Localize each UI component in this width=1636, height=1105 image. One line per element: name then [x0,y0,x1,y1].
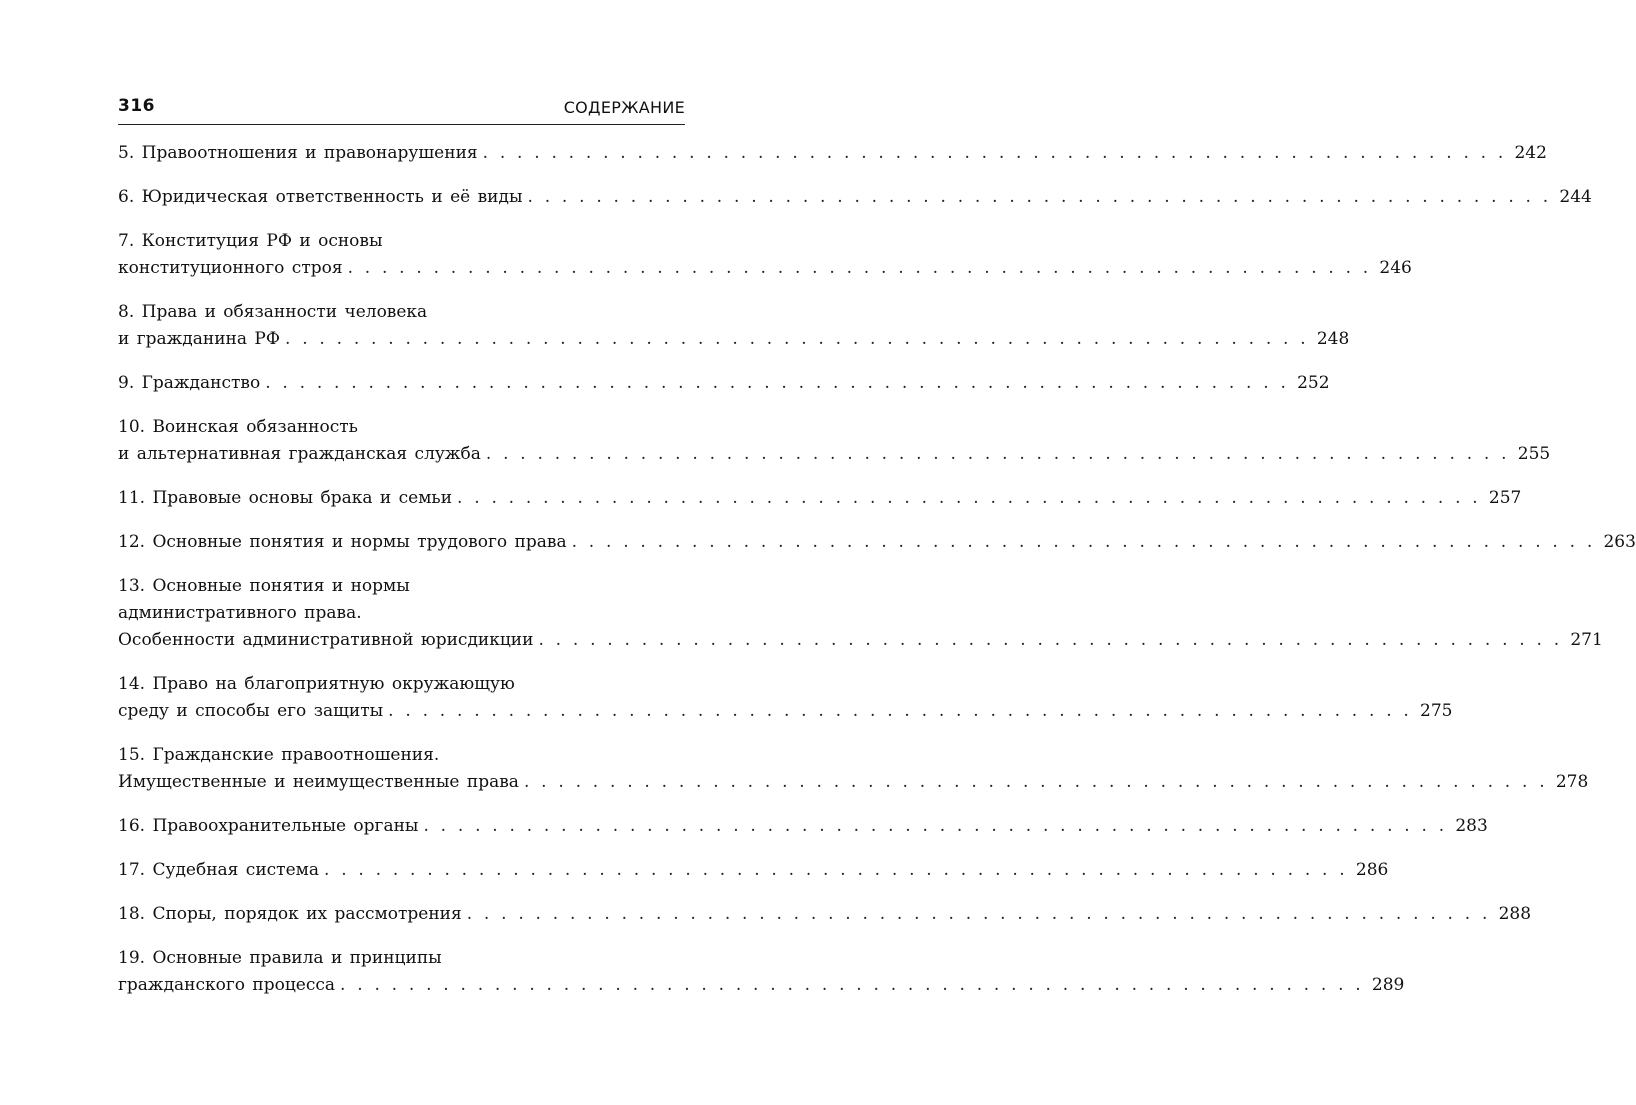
toc-page-number: 278 [1555,772,1589,792]
toc-entry-title-line: 9. Гражданство [118,373,261,393]
toc-entry-title-line: 17. Судебная система [118,860,320,880]
toc-entry[interactable] [118,945,1405,999]
toc-entry-title-line: Имущественные и неимущественные права [118,772,519,792]
dot-leader: . . . . . . . . . . . . . . . . . . . . . . . . . . . . . . . . . . . . . . . . . . . . . . . . . . . . . . . . . . . . [388,701,1413,721]
toc-entry-title-line: гражданского процесса [118,975,336,995]
toc-entry-row [118,901,1532,928]
toc-entry[interactable] [118,299,1350,353]
toc-page-number: 252 [1297,373,1330,393]
dot-leader: . . . . . . . . . . . . . . . . . . . . . . . . . . . . . . . . . . . . . . . . . . . . . . . . . . . . . . . . . . . . [324,860,1348,880]
dot-leader: . . . . . . . . . . . . . . . . . . . . . . . . . . . . . . . . . . . . . . . . . . . . . . . . . . . . . . . . . . . . [482,143,1507,163]
toc-entry-title-line: и гражданина РФ [118,329,280,349]
dot-leader: . . . . . . . . . . . . . . . . . . . . . . . . . . . . . . . . . . . . . . . . . . . . . . . . . . . . . . . . . . . . [284,329,1309,349]
toc-entry-title-line: 15. Гражданские правоотношения. [118,745,440,765]
toc-page-number: 289 [1371,975,1405,995]
toc-page-number: 283 [1455,816,1488,836]
toc-entry[interactable] [118,742,1589,796]
toc-entry-row [118,769,1589,796]
dot-leader: . . . . . . . . . . . . . . . . . . . . . . . . . . . . . . . . . . . . . . . . . . . . . . . . . . . . . . . . . . . . [485,444,1510,464]
dot-leader: . . . . . . . . . . . . . . . . . . . . . . . . . . . . . . . . . . . . . . . . . . . . . . . . . . . . . . . . . . . . [466,904,1491,924]
toc-entry-title-line: 14. Право на благоприятную окружающую [118,674,515,694]
toc-entry[interactable] [118,901,1532,928]
toc-entry-row [118,326,1350,353]
toc-entry-title-line: и альтернативная гражданская служба [118,444,481,464]
toc-page-number: 288 [1498,904,1532,924]
dot-leader: . . . . . . . . . . . . . . . . . . . . . . . . . . . . . . . . . . . . . . . . . . . . . . . . . . . . . . . . . . . . [340,975,1364,995]
toc-entry-row [118,255,1412,282]
toc-entry-row [118,627,1603,654]
dot-leader: . . . . . . . . . . . . . . . . . . . . . . . . . . . . . . . . . . . . . . . . . . . . . . . . . . . . . . . . . . . . [527,187,1552,207]
running-title: СОДЕРЖАНИЕ [563,98,685,117]
toc-page-number: 248 [1316,329,1350,349]
toc-entry-title-line: 11. Правовые основы брака и семьи [118,488,453,508]
dot-leader: . . . . . . . . . . . . . . . . . . . . . . . . . . . . . . . . . . . . . . . . . . . . . . . . . . . . . . . . . . . . [423,816,1448,836]
toc-entry-title-line: 12. Основные понятия и нормы трудового права [118,532,567,552]
toc-entry-title-line: 7. Конституция РФ и основы [118,231,383,251]
toc-page-number: 286 [1355,860,1389,880]
dot-leader: . . . . . . . . . . . . . . . . . . . . . . . . . . . . . . . . . . . . . . . . . . . . . . . . . . . . . . . . . . . . [538,630,1563,650]
dot-leader: . . . . . . . . . . . . . . . . . . . . . . . . . . . . . . . . . . . . . . . . . . . . . . . . . . . . . . . . . . . . [523,772,1548,792]
toc-entry-title-line: 16. Правоохранительные органы [118,816,419,836]
toc-entry-row [118,857,1389,884]
toc-entry-row [118,370,1330,397]
toc-page-number: 244 [1559,187,1592,207]
dot-leader: . . . . . . . . . . . . . . . . . . . . . . . . . . . . . . . . . . . . . . . . . . . . . . . . . . . . . . . . . . . . [571,532,1596,552]
toc-entry-title-line: 18. Споры, порядок их рассмотрения [118,904,462,924]
toc-entry-title-line: конституционного строя [118,258,343,278]
toc-entry-row [118,441,1551,468]
toc-page-number: 255 [1517,444,1551,464]
table-of-contents [118,140,1636,1016]
toc-page-number: 246 [1379,258,1412,278]
toc-entry[interactable] [118,140,1547,167]
toc-page-number: 257 [1488,488,1522,508]
toc-entry-row [118,184,1592,211]
toc-entry[interactable] [118,813,1488,840]
toc-entry-title-line: 13. Основные понятия и нормы [118,576,410,596]
toc-entry[interactable] [118,414,1551,468]
toc-entry-title-line: 5. Правоотношения и правонарушения [118,143,478,163]
toc-entry-title-line: административного права. [118,603,362,623]
toc-entry-title-line: 8. Права и обязанности человека [118,302,428,322]
toc-entry[interactable] [118,857,1389,884]
toc-page-number: 271 [1570,630,1603,650]
dot-leader: . . . . . . . . . . . . . . . . . . . . . . . . . . . . . . . . . . . . . . . . . . . . . . . . . . . . . . . . . . . . [347,258,1372,278]
toc-entry-row [118,529,1636,556]
toc-page-number: 263 [1603,532,1636,552]
toc-entry[interactable] [118,671,1453,725]
toc-entry-title-line: Особенности административной юрисдикции [118,630,534,650]
toc-entry-row [118,140,1547,167]
page-header [118,94,685,125]
toc-page-number: 275 [1420,701,1453,721]
toc-entry-title-line: 10. Воинская обязанность [118,417,358,437]
toc-entry-title-line: 19. Основные правила и принципы [118,948,442,968]
dot-leader: . . . . . . . . . . . . . . . . . . . . . . . . . . . . . . . . . . . . . . . . . . . . . . . . . . . . . . . . . . . . [457,488,1481,508]
toc-entry-title-line: среду и способы его защиты [118,701,384,721]
toc-entry-row [118,813,1488,840]
toc-page-number: 242 [1514,143,1547,163]
toc-entry[interactable] [118,529,1636,556]
toc-entry[interactable] [118,573,1603,654]
toc-entry-row [118,972,1405,999]
toc-entry-row [118,698,1453,725]
toc-entry-row [118,485,1522,512]
dot-leader: . . . . . . . . . . . . . . . . . . . . . . . . . . . . . . . . . . . . . . . . . . . . . . . . . . . . . . . . . . . . [265,373,1290,393]
toc-entry[interactable] [118,485,1522,512]
toc-entry[interactable] [118,370,1330,397]
page-number: 316 [118,96,155,116]
toc-entry[interactable] [118,184,1592,211]
toc-entry-title-line: 6. Юридическая ответственность и её виды [118,187,523,207]
toc-entry[interactable] [118,228,1412,282]
